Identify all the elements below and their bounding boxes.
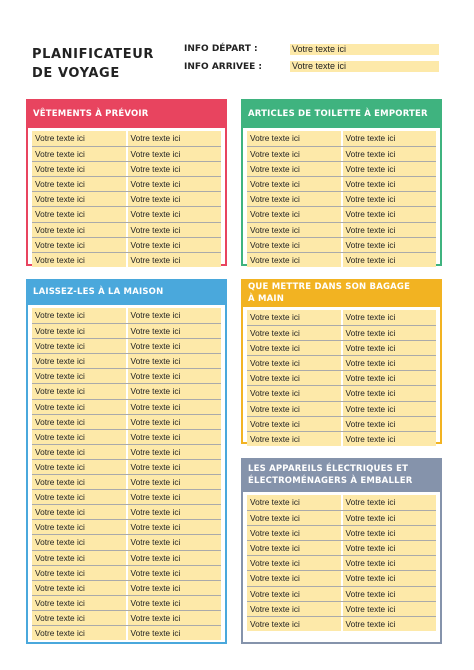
text-field[interactable]: Votre texte ici [126,475,222,489]
panel-vetements-header [28,99,225,128]
text-field[interactable]: Votre texte ici [247,386,341,400]
list-row [32,252,221,267]
text-field[interactable]: Votre texte ici [341,238,437,252]
list-row [32,444,221,459]
text-field[interactable]: Votre texte ici [32,238,126,252]
text-field[interactable]: Votre texte ici [126,535,222,549]
list-row [32,595,221,610]
departure-label: INFO DÉPART : [184,44,258,54]
text-field[interactable]: Votre texte ici [126,490,222,504]
text-field[interactable]: Votre texte ici [32,162,126,176]
panel-toilette-rows [247,131,436,267]
text-field[interactable]: Votre texte ici [341,147,437,161]
panel-maison-header [28,279,225,305]
text-field[interactable]: Votre texte ici [341,541,437,555]
text-field[interactable]: Votre texte ici [32,551,126,565]
list-row [247,416,436,431]
text-field[interactable]: Votre texte ici [126,415,222,429]
text-field[interactable]: Votre texte ici [32,400,126,414]
text-field[interactable]: Votre texte ici [341,162,437,176]
list-row [247,525,436,540]
text-field[interactable]: Votre texte ici [247,526,341,540]
list-row [32,474,221,489]
list-row [32,383,221,398]
text-field[interactable]: Votre texte ici [247,495,341,510]
text-field[interactable]: Votre texte ici [341,253,437,267]
text-field[interactable]: Votre texte ici [247,192,341,206]
text-field[interactable]: Votre texte ici [32,339,126,353]
text-field[interactable]: Votre texte ici [32,460,126,474]
text-field[interactable]: Votre texte ici [32,354,126,368]
text-field[interactable]: Votre texte ici [341,326,437,340]
list-row [32,610,221,625]
text-field[interactable]: Votre texte ici [126,354,222,368]
text-field[interactable]: Votre texte ici [247,571,341,585]
page-title: PLANIFICATEUR DE VOYAGE [32,47,155,81]
text-field[interactable]: Votre texte ici [341,402,437,416]
text-field[interactable]: Votre texte ici [126,223,222,237]
list-row [32,368,221,383]
text-field[interactable]: Votre texte ici [32,596,126,610]
panel-vetements-rows [32,131,221,267]
list-row [247,146,436,161]
text-field[interactable]: Votre texte ici [32,324,126,338]
list-row [247,237,436,252]
text-field[interactable]: Votre texte ici [126,131,222,146]
text-field[interactable]: Votre texte ici [247,371,341,385]
text-field[interactable]: Votre texte ici [126,505,222,519]
list-row [247,355,436,370]
text-field[interactable]: Votre texte ici [341,177,437,191]
text-field[interactable]: Votre texte ici [341,371,437,385]
list-row [32,519,221,534]
list-row [32,191,221,206]
text-field[interactable]: Votre texte ici [126,339,222,353]
text-field[interactable]: Votre texte ici [247,326,341,340]
list-row [32,399,221,414]
text-field[interactable]: Votre texte ici [247,556,341,570]
list-row [32,353,221,368]
list-row [32,176,221,191]
text-field[interactable]: Votre texte ici [32,253,126,267]
text-field[interactable]: Votre texte ici [247,162,341,176]
text-field[interactable]: Votre texte ici [341,386,437,400]
panel-toilette-title: ARTICLES DE TOILETTE À EMPORTER [248,108,428,119]
text-field[interactable]: Votre texte ici [32,490,126,504]
text-field[interactable]: Votre texte ici [126,308,222,323]
list-row [32,489,221,504]
list-row [32,504,221,519]
text-field[interactable]: Votre texte ici [32,445,126,459]
panel-appareils-header [243,458,440,492]
list-row [247,222,436,237]
arrival-label: INFO ARRIVEE : [184,62,262,72]
list-row [247,191,436,206]
list-row [32,580,221,595]
list-row [32,414,221,429]
text-field[interactable]: Votre texte ici [247,541,341,555]
text-field[interactable]: Votre texte ici [247,253,341,267]
text-field[interactable]: Votre texte ici [126,581,222,595]
text-field[interactable]: Votre texte ici [126,566,222,580]
text-field[interactable]: Votre texte ici [32,505,126,519]
list-row [247,325,436,340]
text-field[interactable]: Votre texte ici [126,611,222,625]
list-row [247,540,436,555]
text-field[interactable]: Votre texte ici [126,207,222,221]
text-field[interactable]: Votre texte ici [126,253,222,267]
list-row [32,429,221,444]
text-field[interactable]: Votre texte ici [247,356,341,370]
list-row [247,510,436,525]
text-field[interactable]: Votre texte ici [341,587,437,601]
text-field[interactable]: Votre texte ici [341,223,437,237]
text-field[interactable]: Votre texte ici [32,626,126,640]
text-field[interactable]: Votre texte ici [247,417,341,431]
list-row [247,495,436,510]
text-field[interactable]: Votre texte ici [32,384,126,398]
list-row [247,206,436,221]
text-field[interactable]: Votre texte ici [32,430,126,444]
panel-maison [26,279,227,644]
list-row [32,625,221,640]
text-field[interactable]: Votre texte ici [341,556,437,570]
text-field[interactable]: Votre texte ici [247,131,341,146]
list-row [247,310,436,325]
text-field[interactable]: Votre texte ici [341,341,437,355]
text-field[interactable]: Votre texte ici [32,535,126,549]
panel-bagage-header [243,279,440,307]
text-field[interactable]: Votre texte ici [341,511,437,525]
list-row [247,431,436,446]
text-field[interactable]: Votre texte ici [341,207,437,221]
text-field[interactable]: Votre texte ici [126,162,222,176]
list-row [247,340,436,355]
list-row [32,534,221,549]
panel-maison-title: LAISSEZ-LES À LA MAISON [33,287,164,297]
text-field[interactable]: Votre texte ici [247,310,341,325]
text-field[interactable]: Votre texte ici [341,310,437,325]
panel-toilette [241,99,442,266]
text-field[interactable]: Votre texte ici [341,495,437,510]
text-field[interactable]: Votre texte ici [32,177,126,191]
list-row [247,131,436,146]
list-row [32,338,221,353]
text-field[interactable]: Votre texte ici [247,207,341,221]
list-row [32,308,221,323]
text-field[interactable]: Votre texte ici [341,602,437,616]
text-field[interactable]: Votre texte ici [341,417,437,431]
text-field[interactable]: Votre texte ici [341,356,437,370]
list-row [247,616,436,631]
text-field[interactable]: Votre texte ici [126,177,222,191]
list-row [247,252,436,267]
text-field[interactable]: Votre texte ici [32,192,126,206]
panel-appareils-rows [247,495,436,631]
list-row [32,146,221,161]
text-field[interactable]: Votre texte ici [126,324,222,338]
list-row [247,555,436,570]
text-field[interactable]: Votre texte ici [126,445,222,459]
text-field[interactable]: Votre texte ici [126,400,222,414]
text-field[interactable]: Votre texte ici [247,511,341,525]
list-row [32,222,221,237]
text-field[interactable]: Votre texte ici [247,147,341,161]
list-row [32,161,221,176]
panel-maison-rows [32,308,221,640]
text-field[interactable]: Votre texte ici [247,602,341,616]
text-field[interactable]: Votre texte ici [341,526,437,540]
text-field[interactable]: Votre texte ici [247,587,341,601]
text-field[interactable]: Votre texte ici [247,617,341,631]
panel-appareils [241,458,442,644]
text-field[interactable]: Votre texte ici [341,131,437,146]
list-row [247,586,436,601]
panel-bagage-title: QUE METTRE DANS SON BAGAGE À MAIN [248,282,411,304]
text-field[interactable]: Votre texte ici [247,238,341,252]
list-row [32,206,221,221]
text-field[interactable]: Votre texte ici [126,384,222,398]
text-field[interactable]: Votre texte ici [126,596,222,610]
list-row [32,459,221,474]
text-field[interactable]: Votre texte ici [126,192,222,206]
text-field[interactable]: Votre texte ici [32,131,126,146]
text-field[interactable]: Votre texte ici [341,432,437,446]
panel-vetements-title: VÊTEMENTS À PRÉVOIR [33,108,149,119]
text-field[interactable]: Votre texte ici [341,617,437,631]
text-field[interactable]: Votre texte ici [32,566,126,580]
list-row [247,370,436,385]
text-field[interactable]: Votre texte ici [247,177,341,191]
text-field[interactable]: Votre texte ici [247,223,341,237]
text-field[interactable]: Votre texte ici [32,207,126,221]
text-field[interactable]: Votre texte ici [126,369,222,383]
text-field[interactable]: Votre texte ici [247,341,341,355]
panel-bagage [241,279,442,444]
list-row [32,237,221,252]
text-field[interactable]: Votre texte ici [126,238,222,252]
list-row [247,176,436,191]
departure-field[interactable]: Votre texte ici [290,44,439,55]
arrival-field[interactable]: Votre texte ici [290,61,439,72]
text-field[interactable]: Votre texte ici [126,147,222,161]
text-field[interactable]: Votre texte ici [32,308,126,323]
list-row [32,565,221,580]
text-field[interactable]: Votre texte ici [32,415,126,429]
text-field[interactable]: Votre texte ici [341,571,437,585]
list-row [247,570,436,585]
text-field[interactable]: Votre texte ici [126,430,222,444]
text-field[interactable]: Votre texte ici [247,402,341,416]
list-row [247,161,436,176]
text-field[interactable]: Votre texte ici [126,626,222,640]
text-field[interactable]: Votre texte ici [32,369,126,383]
panel-appareils-title: LES APPAREILS ÉLECTRIQUES ET ÉLECTROMÉNAGERS À EMBALLER [248,464,413,486]
panel-toilette-header [243,99,440,128]
panel-vetements [26,99,227,266]
list-row [247,385,436,400]
list-row [32,550,221,565]
text-field[interactable]: Votre texte ici [32,581,126,595]
text-field[interactable]: Votre texte ici [341,192,437,206]
text-field[interactable]: Votre texte ici [247,432,341,446]
text-field[interactable]: Votre texte ici [32,520,126,534]
text-field[interactable]: Votre texte ici [32,223,126,237]
list-row [32,131,221,146]
text-field[interactable]: Votre texte ici [32,147,126,161]
list-row [247,401,436,416]
text-field[interactable]: Votre texte ici [32,611,126,625]
text-field[interactable]: Votre texte ici [32,475,126,489]
text-field[interactable]: Votre texte ici [126,460,222,474]
text-field[interactable]: Votre texte ici [126,551,222,565]
list-row [32,323,221,338]
text-field[interactable]: Votre texte ici [126,520,222,534]
list-row [247,601,436,616]
panel-bagage-rows [247,310,436,446]
